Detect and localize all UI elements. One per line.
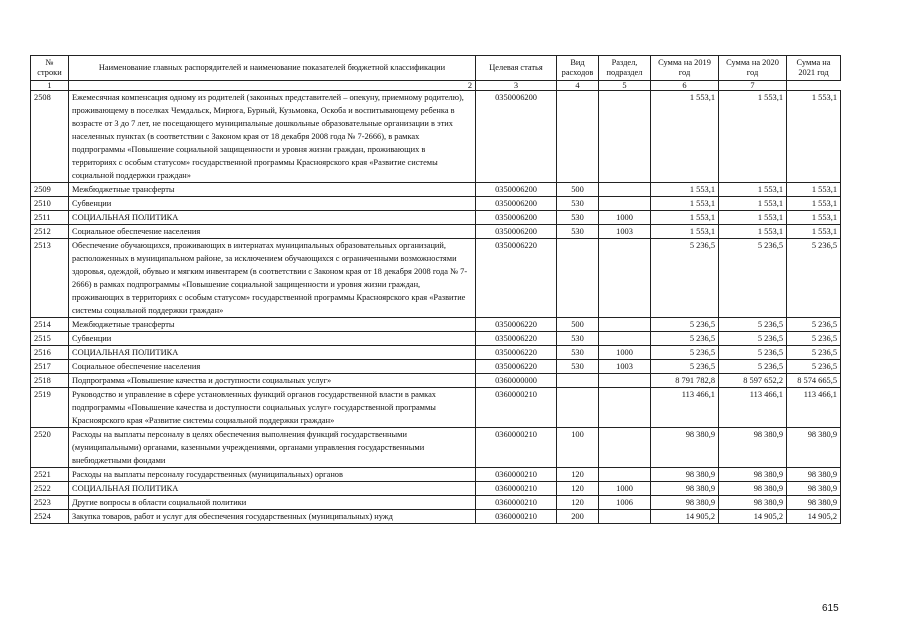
cell-name: Обеспечение обучающихся, проживающих в интернатах муниципальных образовательных организаций, расположенных в муниципальном районе, за исключением обучающихся с ограниченными возможностями здоровья, одеждой, обувью и мягким инвентарем (в соответствии с Законом края от 18 декабря 2008 года № 7-2666) в рамках подпрограммы «Повышение социальной защищенности и уровня жизни граждан, проживающих в территориях с особым статусом» государственной программы Красноярского края «Развитие системы социальной поддержки граждан» (69, 239, 476, 318)
cell-name: Социальное обеспечение населения (69, 225, 476, 239)
cell-sum-2021: 1 553,1 (787, 183, 841, 197)
cell-section: 1003 (599, 360, 651, 374)
cell-target: 0350006200 (476, 183, 557, 197)
cell-sum-2019: 5 236,5 (651, 332, 719, 346)
cell-target: 0360000210 (476, 510, 557, 524)
cell-name: Субвенции (69, 197, 476, 211)
cell-expense-type: 530 (557, 225, 599, 239)
cell-sum-2020: 5 236,5 (719, 346, 787, 360)
cell-sum-2019: 113 466,1 (651, 388, 719, 428)
cell-sum-2020: 1 553,1 (719, 91, 787, 183)
cell-sum-2020: 98 380,9 (719, 496, 787, 510)
cell-section (599, 388, 651, 428)
cell-sum-2021: 14 905,2 (787, 510, 841, 524)
cell-sum-2019: 5 236,5 (651, 346, 719, 360)
cell-sum-2021: 8 574 665,5 (787, 374, 841, 388)
cell-target: 0350006200 (476, 197, 557, 211)
cell-section (599, 318, 651, 332)
cell-name: Закупка товаров, работ и услуг для обеспечения государственных (муниципальных) нужд (69, 510, 476, 524)
cell-name: Расходы на выплаты персоналу в целях обеспечения выполнения функций государственными (муниципальными) органами, казенными учреждениями, органами управления государственными внебюджетными фондами (69, 428, 476, 468)
cell-sum-2021: 98 380,9 (787, 468, 841, 482)
cell-target: 0360000210 (476, 468, 557, 482)
cell-sum-2020: 8 597 652,2 (719, 374, 787, 388)
cell-row-no: 2522 (31, 482, 69, 496)
cell-sum-2019: 5 236,5 (651, 239, 719, 318)
cell-sum-2019: 8 791 782,8 (651, 374, 719, 388)
header-name: Наименование главных распорядителей и наименование показателей бюджетной классификации (69, 56, 476, 81)
cell-sum-2019: 98 380,9 (651, 496, 719, 510)
table-row (31, 239, 841, 318)
table-row (31, 428, 841, 468)
column-number: 5 (599, 81, 651, 91)
cell-sum-2020: 98 380,9 (719, 468, 787, 482)
cell-name: Социальное обеспечение населения (69, 360, 476, 374)
cell-row-no: 2517 (31, 360, 69, 374)
cell-section (599, 332, 651, 346)
cell-row-no: 2509 (31, 183, 69, 197)
cell-expense-type: 500 (557, 318, 599, 332)
cell-sum-2019: 1 553,1 (651, 183, 719, 197)
cell-sum-2020: 98 380,9 (719, 482, 787, 496)
table-row (31, 496, 841, 510)
header-row-no: № строки (31, 56, 69, 81)
table-row (31, 332, 841, 346)
cell-sum-2021: 1 553,1 (787, 211, 841, 225)
cell-sum-2020: 5 236,5 (719, 239, 787, 318)
table-row (31, 183, 841, 197)
cell-name: Ежемесячная компенсация одному из родителей (законных представителей – опекуну, приемному родителю), проживающему в поселках Чемдальск, Мирюга, Бурный, Кузьмовка, Оскоба и воспитывающему ребенка в возрасте от 3 до 7 лет, не посещающего муниципальные дошкольные образовательные организации в этих населенных пунктах (в соответствии с Законом края от 18 декабря 2008 года № 7-2666), в рамках подпрограммы «Повышение социальной защищенности и уровня жизни граждан, проживающих в территориях с особым статусом» государственной программы Красноярского края «Развитие системы социальной поддержки граждан» (69, 91, 476, 183)
cell-sum-2019: 14 905,2 (651, 510, 719, 524)
cell-row-no: 2513 (31, 239, 69, 318)
cell-expense-type: 530 (557, 332, 599, 346)
table-row (31, 468, 841, 482)
cell-sum-2021: 5 236,5 (787, 239, 841, 318)
cell-expense-type: 500 (557, 183, 599, 197)
table-row (31, 374, 841, 388)
column-number: 4 (557, 81, 599, 91)
cell-row-no: 2520 (31, 428, 69, 468)
cell-sum-2019: 1 553,1 (651, 197, 719, 211)
cell-section: 1000 (599, 482, 651, 496)
cell-sum-2020: 5 236,5 (719, 360, 787, 374)
header-row (31, 56, 841, 81)
cell-sum-2019: 5 236,5 (651, 360, 719, 374)
cell-target: 0350006200 (476, 91, 557, 183)
cell-row-no: 2516 (31, 346, 69, 360)
cell-name: СОЦИАЛЬНАЯ ПОЛИТИКА (69, 211, 476, 225)
column-number: 3 (476, 81, 557, 91)
cell-sum-2020: 5 236,5 (719, 332, 787, 346)
cell-sum-2021: 1 553,1 (787, 225, 841, 239)
cell-sum-2021: 5 236,5 (787, 346, 841, 360)
budget-table (30, 55, 841, 524)
table-row (31, 388, 841, 428)
cell-section: 1000 (599, 211, 651, 225)
cell-name: Другие вопросы в области социальной политики (69, 496, 476, 510)
cell-name: Руководство и управление в сфере установленных функций органов государственной власти в рамках подпрограммы «Повышение качества и доступности социальных услуг» государственной программы Красноярского края «Развитие системы социальной поддержки граждан» (69, 388, 476, 428)
cell-target: 0360000210 (476, 496, 557, 510)
cell-expense-type (557, 239, 599, 318)
cell-sum-2021: 98 380,9 (787, 496, 841, 510)
cell-expense-type: 120 (557, 482, 599, 496)
cell-expense-type: 120 (557, 496, 599, 510)
cell-sum-2019: 98 380,9 (651, 482, 719, 496)
cell-row-no: 2515 (31, 332, 69, 346)
cell-row-no: 2510 (31, 197, 69, 211)
cell-row-no: 2519 (31, 388, 69, 428)
cell-sum-2020: 1 553,1 (719, 225, 787, 239)
cell-section (599, 428, 651, 468)
cell-section (599, 91, 651, 183)
column-number: 2 (69, 81, 476, 91)
cell-sum-2021: 1 553,1 (787, 197, 841, 211)
header-sum-2019: Сумма на 2019 год (651, 56, 719, 81)
cell-name: Субвенции (69, 332, 476, 346)
cell-name: Расходы на выплаты персоналу государственных (муниципальных) органов (69, 468, 476, 482)
cell-section (599, 183, 651, 197)
cell-target: 0350006220 (476, 346, 557, 360)
cell-expense-type: 120 (557, 468, 599, 482)
cell-expense-type (557, 388, 599, 428)
cell-expense-type: 100 (557, 428, 599, 468)
cell-section: 1003 (599, 225, 651, 239)
cell-row-no: 2524 (31, 510, 69, 524)
cell-section (599, 510, 651, 524)
column-number-row (31, 81, 841, 91)
cell-row-no: 2512 (31, 225, 69, 239)
cell-row-no: 2511 (31, 211, 69, 225)
cell-target: 0360000210 (476, 482, 557, 496)
table-row (31, 360, 841, 374)
cell-sum-2020: 113 466,1 (719, 388, 787, 428)
cell-section (599, 374, 651, 388)
cell-target: 0350006220 (476, 239, 557, 318)
cell-section: 1000 (599, 346, 651, 360)
cell-expense-type: 530 (557, 211, 599, 225)
table-row (31, 225, 841, 239)
cell-expense-type (557, 91, 599, 183)
cell-name: СОЦИАЛЬНАЯ ПОЛИТИКА (69, 482, 476, 496)
cell-sum-2019: 1 553,1 (651, 91, 719, 183)
page-number: 615 (822, 603, 839, 614)
cell-sum-2020: 1 553,1 (719, 211, 787, 225)
cell-target: 0350006220 (476, 360, 557, 374)
table-row (31, 91, 841, 183)
cell-expense-type: 530 (557, 360, 599, 374)
cell-row-no: 2508 (31, 91, 69, 183)
cell-row-no: 2521 (31, 468, 69, 482)
cell-name: Подпрограмма «Повышение качества и доступности социальных услуг» (69, 374, 476, 388)
cell-target: 0350006220 (476, 332, 557, 346)
cell-sum-2021: 113 466,1 (787, 388, 841, 428)
cell-sum-2021: 98 380,9 (787, 482, 841, 496)
cell-section (599, 197, 651, 211)
cell-expense-type: 530 (557, 346, 599, 360)
table-row (31, 197, 841, 211)
cell-target: 0350006200 (476, 211, 557, 225)
cell-sum-2019: 5 236,5 (651, 318, 719, 332)
cell-sum-2020: 1 553,1 (719, 197, 787, 211)
cell-row-no: 2523 (31, 496, 69, 510)
cell-target: 0360000000 (476, 374, 557, 388)
cell-sum-2019: 98 380,9 (651, 428, 719, 468)
cell-expense-type (557, 374, 599, 388)
table-row (31, 510, 841, 524)
cell-name: Межбюджетные трансферты (69, 318, 476, 332)
cell-sum-2021: 1 553,1 (787, 91, 841, 183)
cell-row-no: 2518 (31, 374, 69, 388)
table-row (31, 346, 841, 360)
table-row (31, 318, 841, 332)
cell-expense-type: 530 (557, 197, 599, 211)
cell-target: 0350006220 (476, 318, 557, 332)
cell-sum-2021: 5 236,5 (787, 318, 841, 332)
cell-sum-2021: 5 236,5 (787, 360, 841, 374)
cell-name: Межбюджетные трансферты (69, 183, 476, 197)
cell-target: 0350006200 (476, 225, 557, 239)
column-number: 7 (719, 81, 787, 91)
cell-sum-2020: 98 380,9 (719, 428, 787, 468)
cell-sum-2019: 1 553,1 (651, 225, 719, 239)
cell-target: 0360000210 (476, 428, 557, 468)
cell-section (599, 239, 651, 318)
cell-sum-2021: 98 380,9 (787, 428, 841, 468)
cell-sum-2020: 1 553,1 (719, 183, 787, 197)
table-row (31, 211, 841, 225)
cell-section (599, 468, 651, 482)
column-number: 6 (651, 81, 719, 91)
table-row (31, 482, 841, 496)
table-body (31, 91, 841, 524)
header-sum-2020: Сумма на 2020 год (719, 56, 787, 81)
cell-row-no: 2514 (31, 318, 69, 332)
header-target: Целевая статья (476, 56, 557, 81)
header-expense-type: Вид расходов (557, 56, 599, 81)
column-number: 1 (31, 81, 69, 91)
header-sum-2021: Сумма на 2021 год (787, 56, 841, 81)
cell-sum-2020: 14 905,2 (719, 510, 787, 524)
cell-section: 1006 (599, 496, 651, 510)
cell-sum-2020: 5 236,5 (719, 318, 787, 332)
cell-sum-2019: 1 553,1 (651, 211, 719, 225)
cell-sum-2021: 5 236,5 (787, 332, 841, 346)
cell-name: СОЦИАЛЬНАЯ ПОЛИТИКА (69, 346, 476, 360)
cell-expense-type: 200 (557, 510, 599, 524)
header-section: Раздел, подраздел (599, 56, 651, 81)
cell-target: 0360000210 (476, 388, 557, 428)
cell-sum-2019: 98 380,9 (651, 468, 719, 482)
